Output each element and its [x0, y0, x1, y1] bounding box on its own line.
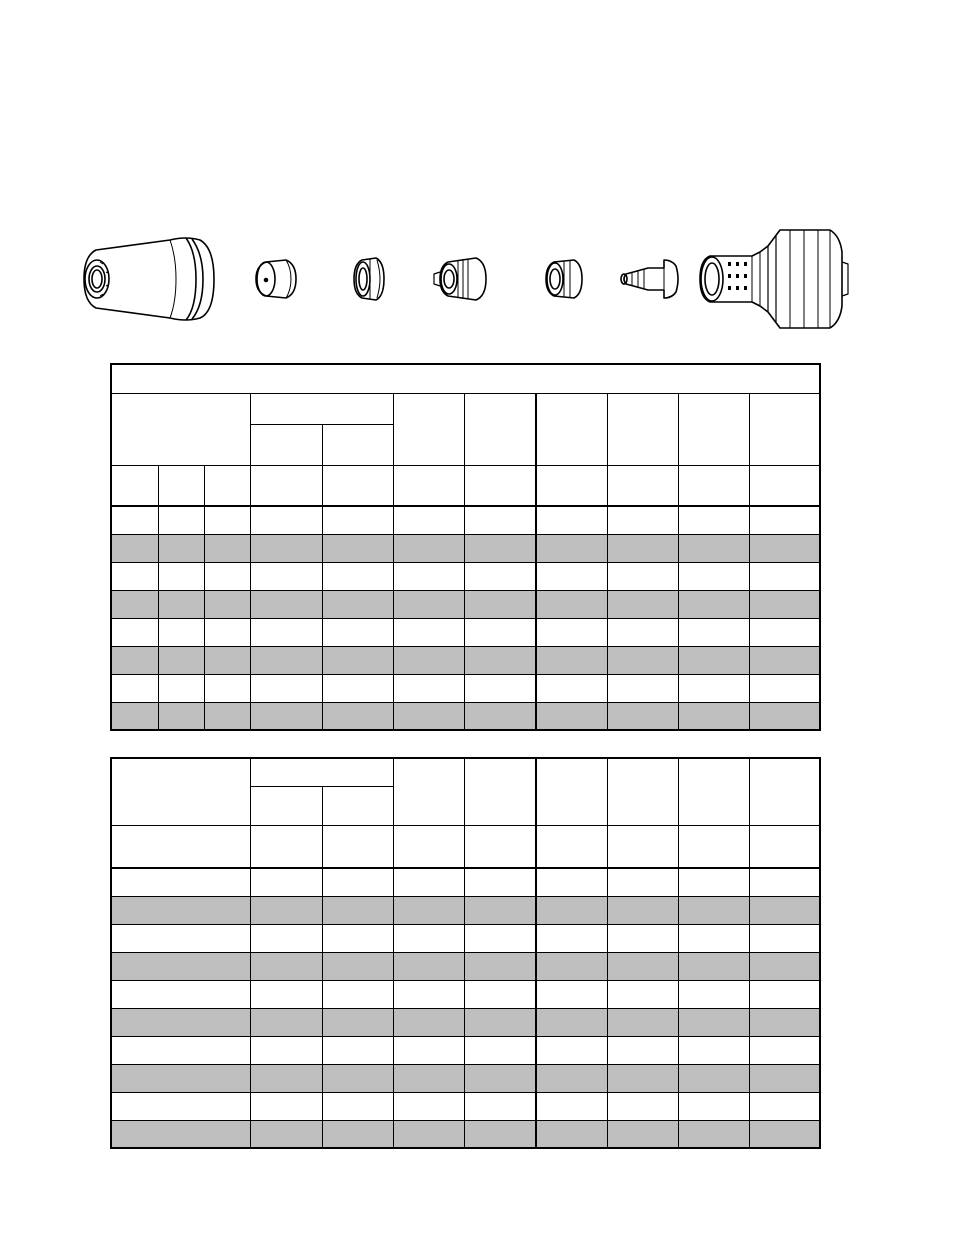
table-cell: [749, 1036, 820, 1064]
table-cell: [678, 868, 749, 896]
table-cell: [536, 534, 607, 562]
table-row: [111, 506, 820, 534]
table-cell: [393, 506, 464, 534]
table-row: [111, 1092, 820, 1120]
table-cell: [749, 534, 820, 562]
electrode-icon: [621, 260, 678, 298]
table-cell: [464, 562, 536, 590]
shield-icon: [256, 260, 296, 298]
table-cell: [536, 868, 607, 896]
table-1-header-cell: [464, 465, 536, 506]
table-row: [111, 534, 820, 562]
table-cell: [322, 1120, 393, 1148]
table-1-header-cell: [204, 465, 250, 506]
table-cell: [464, 1008, 536, 1036]
table-cell: [607, 562, 678, 590]
table-cell: [393, 702, 464, 730]
table-cell: [322, 590, 393, 618]
table-cell: [607, 1120, 678, 1148]
table-cell: [204, 674, 250, 702]
table-cell: [607, 534, 678, 562]
table-cell: [607, 952, 678, 980]
table-cell: [607, 896, 678, 924]
table-cell: [464, 980, 536, 1008]
table-cell: [749, 896, 820, 924]
table-1-header-cell: [536, 393, 607, 465]
table-cell: [250, 896, 322, 924]
table-2-body: [111, 868, 820, 1148]
table-cell: [158, 562, 204, 590]
table-cell: [393, 562, 464, 590]
nozzle-icon: [434, 258, 486, 300]
table-cell: [111, 868, 250, 896]
table-2-header-cell: [111, 825, 250, 868]
table-cell: [250, 924, 322, 952]
table-1-header-cell: [607, 465, 678, 506]
table-row: [111, 868, 820, 896]
table-1-header-cell: [749, 393, 820, 465]
table-1-header-cell: [749, 465, 820, 506]
table-cell: [536, 980, 607, 1008]
table-cell: [464, 506, 536, 534]
table-cell: [250, 980, 322, 1008]
table-cell: [536, 590, 607, 618]
table-2-header-cell: [749, 758, 820, 825]
table-cell: [393, 980, 464, 1008]
table-cell: [111, 1036, 250, 1064]
table-cell: [607, 1008, 678, 1036]
table-cell: [204, 534, 250, 562]
table-cell: [250, 1092, 322, 1120]
table-cell: [322, 646, 393, 674]
table-cell: [322, 506, 393, 534]
table-cell: [393, 590, 464, 618]
table-cell: [749, 590, 820, 618]
table-cell: [393, 646, 464, 674]
table-cell: [464, 646, 536, 674]
table-2-header-cell: [464, 825, 536, 868]
table-1-header-cell: [250, 465, 322, 506]
table-cell: [536, 952, 607, 980]
table-cell: [464, 896, 536, 924]
table-cell: [607, 674, 678, 702]
table-cell: [111, 562, 158, 590]
table-1-body: [111, 506, 820, 730]
table-cell: [250, 1120, 322, 1148]
table-1-header-row: [111, 393, 820, 424]
table-cell: [678, 896, 749, 924]
table-cell: [464, 1092, 536, 1120]
table-cell: [111, 1008, 250, 1036]
table-cell: [204, 702, 250, 730]
table-2-header-cell: [678, 758, 749, 825]
table-2-header-cell: [749, 825, 820, 868]
table-cell: [322, 702, 393, 730]
table-cell: [393, 868, 464, 896]
table-cell: [322, 952, 393, 980]
table-2-header-row: [111, 758, 820, 786]
table-cell: [322, 924, 393, 952]
table-cell: [250, 590, 322, 618]
table-cell: [536, 924, 607, 952]
table-2-header-cell: [322, 825, 393, 868]
table-cell: [204, 646, 250, 674]
table-cell: [464, 534, 536, 562]
table-cell: [111, 924, 250, 952]
table-cell: [111, 952, 250, 980]
table-cell: [607, 1092, 678, 1120]
table-cell: [464, 1120, 536, 1148]
table-2-subheader-row: [111, 825, 820, 868]
table-cell: [749, 562, 820, 590]
table-cell: [111, 674, 158, 702]
table-cell: [536, 1064, 607, 1092]
table-cell: [678, 1092, 749, 1120]
consumables-table-2: [110, 757, 821, 1149]
table-2-header-cell: [536, 825, 607, 868]
table-cell: [250, 952, 322, 980]
table-cell: [607, 924, 678, 952]
table-cell: [749, 1064, 820, 1092]
table-cell: [204, 618, 250, 646]
table-cell: [393, 896, 464, 924]
table-row: [111, 1064, 820, 1092]
table-row: [111, 702, 820, 730]
table-cell: [536, 674, 607, 702]
table-cell: [678, 1036, 749, 1064]
table-cell: [393, 534, 464, 562]
table-cell: [678, 674, 749, 702]
table-cell: [607, 618, 678, 646]
table-row: [111, 1008, 820, 1036]
table-cell: [607, 506, 678, 534]
table-1-title-row: [111, 364, 820, 393]
table-cell: [393, 924, 464, 952]
table-1-header-cell: [250, 424, 322, 465]
table-2-header-cell: [393, 825, 464, 868]
table-cell: [111, 1092, 250, 1120]
table-cell: [204, 562, 250, 590]
torch-main-body-icon: [700, 230, 848, 328]
table-cell: [607, 980, 678, 1008]
table-cell: [393, 1092, 464, 1120]
table-row: [111, 674, 820, 702]
table-cell: [322, 896, 393, 924]
shield-cap-icon: [84, 238, 214, 320]
table-row: [111, 1036, 820, 1064]
table-cell: [158, 534, 204, 562]
table-cell: [393, 674, 464, 702]
table-2-header-cell: [678, 825, 749, 868]
table-cell: [749, 646, 820, 674]
table-cell: [607, 590, 678, 618]
table-cell: [678, 562, 749, 590]
table-cell: [393, 952, 464, 980]
table-2-header-cell: [322, 786, 393, 825]
consumables-table-1: [110, 363, 821, 731]
table-cell: [678, 618, 749, 646]
table-cell: [678, 590, 749, 618]
table-cell: [250, 534, 322, 562]
table-cell: [158, 590, 204, 618]
table-cell: [322, 1064, 393, 1092]
table-cell: [749, 952, 820, 980]
table-2-header-cell: [250, 758, 393, 786]
table-cell: [678, 506, 749, 534]
table-cell: [536, 1036, 607, 1064]
table-cell: [111, 534, 158, 562]
table-cell: [678, 980, 749, 1008]
table-row: [111, 562, 820, 590]
table-1-header-cell: [464, 393, 536, 465]
table-cell: [678, 646, 749, 674]
table-1-header-cell: [607, 393, 678, 465]
table-cell: [250, 868, 322, 896]
table-cell: [158, 674, 204, 702]
table-cell: [158, 646, 204, 674]
table-cell: [536, 562, 607, 590]
table-cell: [464, 590, 536, 618]
table-2-header-cell: [250, 825, 322, 868]
table-2-header-cell: [111, 758, 250, 825]
table-1-header-cell: [111, 393, 250, 465]
consumable-parts-illustration: [0, 222, 954, 332]
table-cell: [536, 702, 607, 730]
table-1-header-cell: [250, 393, 393, 424]
table-cell: [607, 1064, 678, 1092]
table-cell: [204, 506, 250, 534]
table-row: [111, 952, 820, 980]
table-cell: [464, 868, 536, 896]
table-cell: [250, 562, 322, 590]
table-cell: [678, 534, 749, 562]
table-cell: [111, 646, 158, 674]
table-cell: [536, 646, 607, 674]
table-1-title: [111, 364, 820, 393]
table-cell: [607, 1036, 678, 1064]
table-cell: [111, 980, 250, 1008]
table-1-header-cell: [393, 393, 464, 465]
table-cell: [250, 506, 322, 534]
table-cell: [678, 1120, 749, 1148]
table-2-header-cell: [536, 758, 607, 825]
table-cell: [158, 506, 204, 534]
table-row: [111, 618, 820, 646]
table-cell: [749, 506, 820, 534]
table-row: [111, 896, 820, 924]
table-row: [111, 1120, 820, 1148]
retaining-cap-icon: [354, 258, 384, 300]
table-cell: [393, 1008, 464, 1036]
table-row: [111, 646, 820, 674]
table-cell: [204, 590, 250, 618]
table-cell: [393, 618, 464, 646]
table-cell: [111, 896, 250, 924]
table-cell: [464, 674, 536, 702]
table-cell: [250, 702, 322, 730]
table-row: [111, 924, 820, 952]
table-cell: [322, 618, 393, 646]
table-cell: [393, 1064, 464, 1092]
table-cell: [322, 1092, 393, 1120]
table-cell: [464, 1064, 536, 1092]
table-cell: [322, 534, 393, 562]
table-cell: [678, 952, 749, 980]
table-cell: [158, 618, 204, 646]
table-cell: [464, 952, 536, 980]
table-cell: [678, 702, 749, 730]
table-cell: [158, 702, 204, 730]
table-cell: [111, 506, 158, 534]
table-cell: [678, 1064, 749, 1092]
table-cell: [749, 1092, 820, 1120]
table-1-header-cell: [158, 465, 204, 506]
table-2-header-cell: [464, 758, 536, 825]
table-cell: [464, 1036, 536, 1064]
table-cell: [536, 1120, 607, 1148]
table-cell: [250, 646, 322, 674]
table-cell: [749, 618, 820, 646]
table-2-header-cell: [607, 758, 678, 825]
table-cell: [322, 1008, 393, 1036]
table-cell: [464, 702, 536, 730]
table-cell: [111, 590, 158, 618]
table-row: [111, 980, 820, 1008]
table-cell: [464, 924, 536, 952]
table-2-header-cell: [393, 758, 464, 825]
table-cell: [250, 1064, 322, 1092]
table-cell: [607, 702, 678, 730]
swirl-ring-icon: [546, 260, 582, 298]
table-cell: [678, 1008, 749, 1036]
table-1-header-cell: [536, 465, 607, 506]
table-cell: [749, 924, 820, 952]
table-1-header-cell: [111, 465, 158, 506]
table-cell: [536, 896, 607, 924]
table-1-header-cell: [322, 465, 393, 506]
table-2-header-cell: [250, 786, 322, 825]
table-1-header-cell: [678, 393, 749, 465]
table-2-header-cell: [607, 825, 678, 868]
table-1-header-cell: [322, 424, 393, 465]
table-cell: [464, 618, 536, 646]
table-cell: [393, 1036, 464, 1064]
table-cell: [536, 1092, 607, 1120]
table-cell: [678, 924, 749, 952]
table-cell: [111, 702, 158, 730]
table-1-subheader-row: [111, 465, 820, 506]
table-cell: [536, 618, 607, 646]
table-cell: [111, 1064, 250, 1092]
table-cell: [749, 980, 820, 1008]
table-cell: [322, 980, 393, 1008]
table-cell: [250, 1008, 322, 1036]
table-cell: [607, 868, 678, 896]
table-cell: [250, 674, 322, 702]
table-cell: [322, 1036, 393, 1064]
table-cell: [322, 562, 393, 590]
table-cell: [607, 646, 678, 674]
table-cell: [111, 1120, 250, 1148]
table-cell: [749, 674, 820, 702]
table-cell: [393, 1120, 464, 1148]
table-cell: [250, 618, 322, 646]
table-cell: [536, 506, 607, 534]
table-row: [111, 590, 820, 618]
table-cell: [749, 702, 820, 730]
table-cell: [749, 868, 820, 896]
table-cell: [322, 868, 393, 896]
table-cell: [749, 1008, 820, 1036]
table-cell: [322, 674, 393, 702]
table-cell: [536, 1008, 607, 1036]
table-cell: [250, 1036, 322, 1064]
table-1-header-cell: [678, 465, 749, 506]
table-cell: [749, 1120, 820, 1148]
table-cell: [111, 618, 158, 646]
table-1-header-cell: [393, 465, 464, 506]
